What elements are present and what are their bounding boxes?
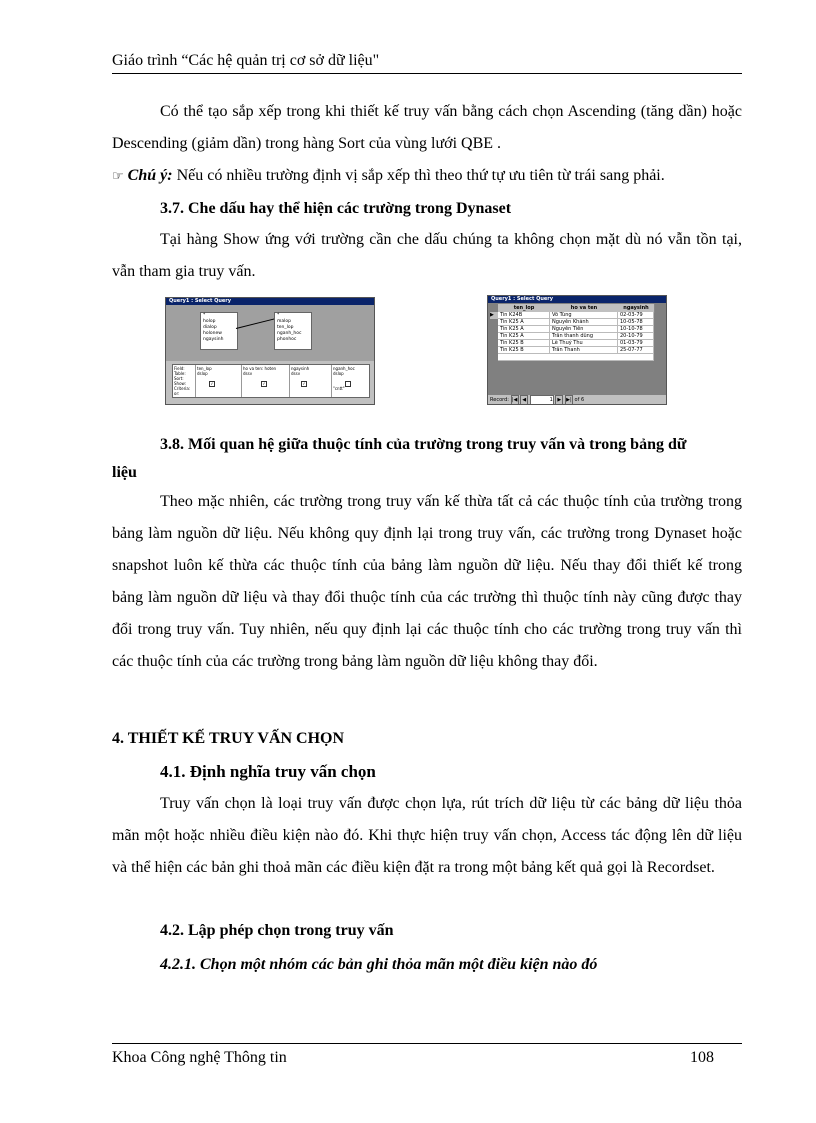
datasheet-cell[interactable]: 25-07-77: [618, 347, 654, 354]
table-box-dslop: [274, 312, 312, 350]
grid-line: [241, 365, 242, 397]
record-label: Record:: [490, 397, 509, 403]
page-number: 108: [690, 1049, 714, 1066]
datasheet-cell[interactable]: Tin K25 A: [498, 319, 550, 326]
row-label-table: Table:: [174, 371, 186, 376]
footer-rule: [112, 1043, 742, 1044]
col-header-ho-va-ten[interactable]: ho va ten: [550, 304, 619, 313]
grid-table-2: dssv: [243, 371, 253, 376]
grid-line: [289, 365, 290, 397]
col-header-ngaysinh[interactable]: ngaysinh: [618, 304, 655, 313]
show-checkbox-2[interactable]: ✓: [262, 381, 266, 386]
grid-table-1: dslop: [197, 371, 208, 376]
table2-field: ten_lop: [277, 325, 294, 330]
datasheet-cell[interactable]: 10-10-78: [618, 326, 654, 333]
datasheet-cell[interactable]: Nguyễn Khánh: [550, 319, 618, 326]
col-header-ten-lop[interactable]: ten_lop: [498, 304, 551, 313]
grid-table-3: dssv: [291, 371, 301, 376]
heading-3-7: 3.7. Che dấu hay thể hiện các trường trong Dynaset: [160, 200, 512, 217]
last-record-button[interactable]: ▶|: [565, 395, 573, 405]
row-label-show: Show:: [174, 381, 186, 386]
table2-field: phonhoc: [277, 337, 297, 342]
row-label-sort: Sort:: [174, 376, 184, 381]
row-label-field: Field:: [174, 366, 185, 371]
datasheet-cell[interactable]: Tin K25 B: [498, 347, 550, 354]
prev-record-button[interactable]: ◀: [520, 395, 528, 405]
qbe-grid[interactable]: [172, 364, 370, 398]
table2-field: nganh_hoc: [277, 331, 302, 336]
datasheet-cell[interactable]: Trần thanh dũng: [550, 333, 618, 340]
footer-department: Khoa Công nghệ Thông tin: [112, 1049, 287, 1066]
datasheet-cell[interactable]: Lê Thuý Thu: [550, 340, 618, 347]
table1-field: *: [203, 313, 206, 318]
datasheet-cell[interactable]: Trần Thanh: [550, 347, 618, 354]
heading-4-2: 4.2. Lập phép chọn trong truy vấn: [160, 922, 394, 939]
record-navigator: [488, 395, 666, 404]
datasheet-cell[interactable]: 10-05-78: [618, 319, 654, 326]
next-record-button[interactable]: ▶: [555, 395, 563, 405]
table-box-dssv: [200, 312, 238, 350]
datasheet-cell[interactable]: Võ Tùng: [550, 312, 618, 319]
running-header: Giáo trình “Các hệ quản trị cơ sở dữ liệu": [112, 52, 380, 69]
grid-field-2[interactable]: ho va ten: hoten: [243, 366, 277, 371]
datasheet-cell[interactable]: Tin K24B: [498, 312, 550, 319]
grid-criteria-4[interactable]: "cntt": [333, 386, 345, 391]
row-label-or: or:: [174, 391, 180, 396]
grid-field-3[interactable]: ngaysinh: [291, 366, 310, 371]
note-label: Chú ý:: [127, 167, 173, 184]
note-text: Nếu có nhiều trường định vị sắp xếp thì theo thứ tự ưu tiên từ trái sang phải.: [172, 167, 665, 184]
query-design-screenshot: [165, 297, 375, 405]
show-checkbox-4[interactable]: [345, 381, 351, 387]
pointing-hand-icon: ☞: [112, 169, 124, 184]
table1-field: holonew: [203, 331, 222, 336]
paragraph-sort: Có thể tạo sắp xếp trong khi thiết kế truy vấn bằng cách chọn Ascending (tăng dần) hoặc Descending (giảm dần) trong hàng Sort của vùng lưới QBE .: [112, 103, 742, 152]
grid-line: [195, 365, 196, 397]
new-record-row[interactable]: [498, 354, 654, 361]
table-pane: [166, 305, 374, 361]
table2-field: *: [277, 313, 280, 318]
datasheet-title: Query1 : Select Query: [488, 296, 666, 303]
datasheet-cell[interactable]: 01-03-79: [618, 340, 654, 347]
table2-field: malop: [277, 319, 292, 324]
design-title: Query1 : Select Query: [166, 298, 374, 305]
datasheet-cell[interactable]: 20-10-79: [618, 333, 654, 340]
grid-line: [331, 365, 332, 397]
grid-field-1[interactable]: ten_lop: [197, 366, 212, 371]
table1-field: ngaysinh: [203, 337, 224, 342]
heading-4-1: 4.1. Định nghĩa truy vấn chọn: [160, 762, 376, 781]
record-number-field[interactable]: 1: [530, 395, 554, 405]
grid-field-4[interactable]: nganh_hoc: [333, 366, 355, 371]
datasheet-cell[interactable]: Nguyễn Tiến: [550, 326, 618, 333]
header-rule: [112, 73, 742, 74]
note-paragraph: [112, 160, 742, 193]
row-label-criteria: Criteria:: [174, 386, 191, 391]
paragraph-3-7: Tại hàng Show ứng với trường cần che dấu chúng ta không chọn mặt dù nó vẫn tồn tại, vẫn tham gia truy vấn.: [112, 231, 742, 280]
datasheet-cell[interactable]: Tin K25 A: [498, 333, 550, 340]
heading-4: 4. THIẾT KẾ TRUY VẤN CHỌN: [112, 730, 345, 747]
table1-field: dialop: [203, 325, 217, 330]
row-selector-icon: ▶: [490, 312, 498, 319]
datasheet-cell[interactable]: 02-03-79: [618, 312, 654, 319]
show-checkbox-1[interactable]: ✓: [210, 381, 214, 386]
heading-3-8-line2: liệu: [112, 464, 137, 481]
heading-3-8-line1: 3.8. Mối quan hệ giữa thuộc tính của trường trong truy vấn và trong bảng dữ: [160, 436, 687, 453]
show-checkbox-3[interactable]: ✓: [302, 381, 306, 386]
first-record-button[interactable]: |◀: [511, 395, 519, 405]
datasheet-cell[interactable]: Tin K25 A: [498, 326, 550, 333]
paragraph-3-8: Theo mặc nhiên, các trường trong truy vấn kế thừa tất cả các thuộc tính của trường trong bảng làm nguồn dữ liệu. Nếu không quy định lại trong truy vấn, các trường trong Dynaset hoặc snapshot luôn kế thừa các thuộc tính của bảng làm nguồn dữ liệu. Nếu thay đổi thiết kế trong bảng làm nguồn dữ liệu và thay đổi thuộc tính của các trường thì thuộc tính này cũng được thay đổi trong truy vấn. Tuy nhiên, nếu quy định lại các thuộc tính cho các trường trong truy vấn thì các thuộc tính của các trường trong bảng làm nguồn dữ liệu không thay đổi.: [112, 493, 742, 670]
table1-field: holop: [203, 319, 216, 324]
paragraph-4-1: Truy vấn chọn là loại truy vấn được chọn lựa, rút trích dữ liệu từ các bảng dữ liệu thỏa mãn một hoặc nhiều điều kiện nào đó. Khi thực hiện truy vấn chọn, Access tác động lên dữ liệu và thể hiện các bản ghi thoả mãn các điều kiện đặt ra trong một bảng kết quả gọi là Recordset.: [112, 795, 742, 876]
record-total: of 6: [574, 397, 585, 403]
query-datasheet-screenshot: [487, 295, 667, 405]
datasheet-cell[interactable]: Tin K25 B: [498, 340, 550, 347]
grid-table-4: dslop: [333, 371, 344, 376]
heading-4-2-1: 4.2.1. Chọn một nhóm các bản ghi thỏa mãn một điều kiện nào đó: [160, 956, 598, 973]
